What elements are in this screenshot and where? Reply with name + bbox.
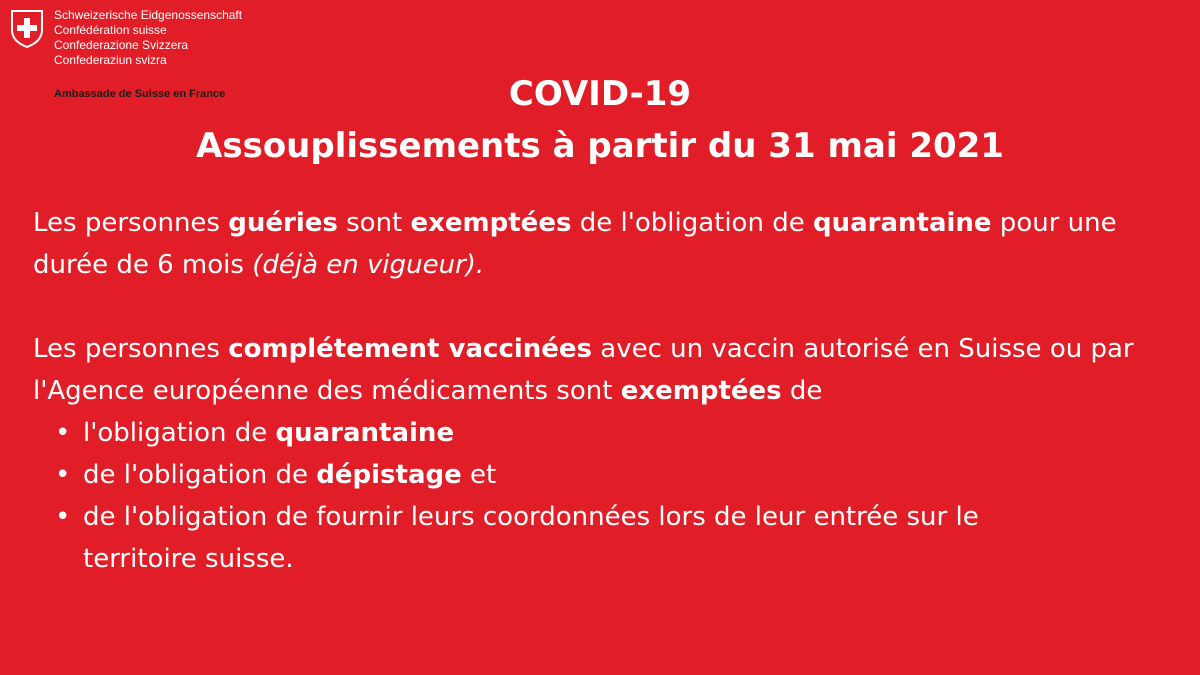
p1-bold-exempted: exemptées	[410, 208, 572, 238]
main-content	[33, 202, 1163, 580]
confederation-name-de: Schweizerische Eidgenossenschaft	[54, 8, 243, 22]
page-title	[0, 68, 1200, 172]
title-line-1: COVID-19	[508, 74, 692, 114]
p1-text-2: sont	[337, 208, 411, 238]
item2-text-1: de l'obligation de	[83, 460, 317, 490]
bullet-icon: •	[55, 418, 71, 448]
p1-text-1: Les personnes	[33, 208, 229, 238]
item1-bold: quarantaine	[275, 418, 455, 448]
paragraph-vaccinated	[33, 328, 1163, 412]
item3-text: de l'obligation de fournir leurs coordonnées lors de leur entrée sur le territoire suisse.	[83, 502, 979, 574]
title-line-2: Assouplissements à partir du 31 mai 2021	[196, 126, 1004, 166]
confederation-names	[54, 8, 242, 68]
p1-italic-note: (déjà en vigueur).	[252, 250, 485, 280]
p1-text-4: pour une durée de 6 mois	[33, 208, 1117, 280]
exemption-list	[33, 412, 1163, 580]
list-item	[33, 412, 1033, 454]
confederation-name-it: Confederazione Svizzera	[54, 38, 189, 52]
p2-text-3: de	[781, 376, 823, 406]
p2-text-1: Les personnes	[33, 334, 229, 364]
bullet-icon: •	[55, 460, 71, 490]
item2-text-2: et	[461, 460, 497, 490]
item1-text: l'obligation de	[83, 418, 276, 448]
p2-bold-vaccinated: complétement vaccinées	[228, 334, 593, 364]
swiss-shield-icon	[10, 10, 44, 48]
p1-bold-recovered: guéries	[228, 208, 338, 238]
list-item	[33, 454, 1033, 496]
item2-bold: dépistage	[316, 460, 462, 490]
p2-bold-exempted: exemptées	[620, 376, 782, 406]
confederation-name-fr: Confédération suisse	[54, 23, 167, 37]
confederation-name-rm: Confederaziun svizra	[54, 53, 167, 67]
list-item	[33, 496, 1033, 580]
bullet-icon: •	[55, 502, 71, 532]
paragraph-recovered	[33, 202, 1163, 286]
embassy-name: Ambassade de Suisse en France	[54, 88, 226, 100]
p1-text-3: de l'obligation de	[571, 208, 813, 238]
p2-text-2: avec un vaccin autorisé en Suisse ou par l'Agence européenne des médicaments sont	[33, 334, 1134, 406]
p1-bold-quarantine: quarantaine	[812, 208, 992, 238]
